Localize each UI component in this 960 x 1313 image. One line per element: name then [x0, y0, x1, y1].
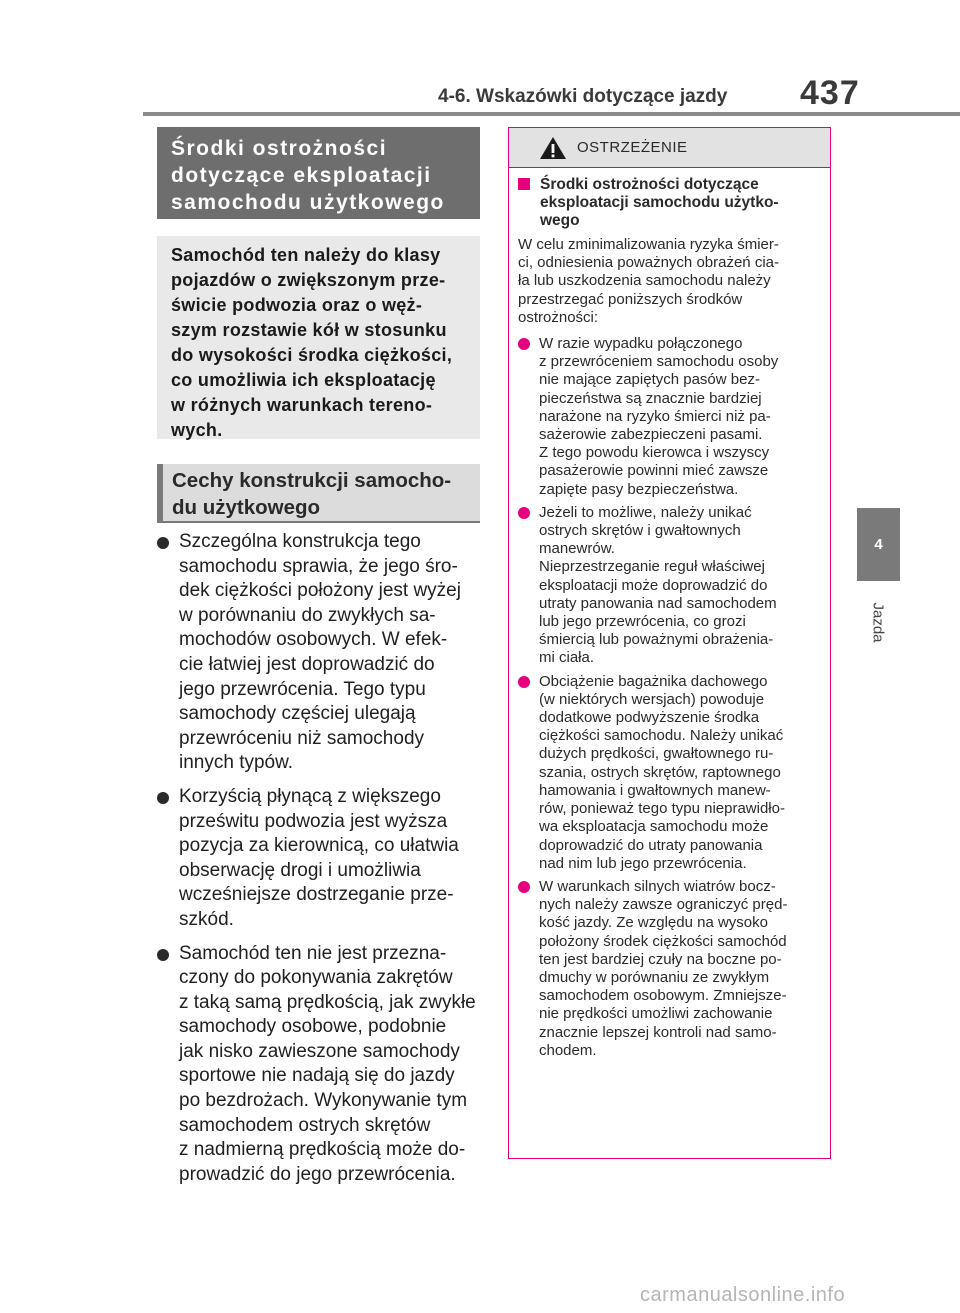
intro-line: pojazdów o zwiększonym prze-: [171, 270, 446, 290]
intro-line: szym rozstawie kół w stosunku: [171, 320, 447, 340]
title-line: samochodu użytkowego: [171, 191, 445, 214]
subsection-underline: [157, 521, 480, 523]
bullet-dot-icon: [157, 949, 169, 961]
page-number: 437: [800, 74, 860, 112]
pink-dot-icon: [518, 507, 530, 519]
chapter-tab: 4: [857, 508, 900, 581]
intro-line: Samochód ten należy do klasy: [171, 245, 441, 265]
list-item: Szczególna konstrukcja tego samochodu sprawia, że jego śro- dek ciężkości położony jest wyżej w porównaniu do zwykłych sa- mochodów osobowych. W efek- cie łatwiej jest doprowadzić do jego przewrócenia. Tego typu samochody częściej ulegają przewróceniu niż samochody innych typów.: [157, 530, 480, 776]
intro-line: świcie podwozia oraz o węż-: [171, 295, 423, 315]
header-divider: [143, 112, 960, 116]
list-item: W razie wypadku połączonego z przewróceniem samochodu osoby nie mające zapiętych pasów bez- pieczeństwa są znacznie bardziej narażone na ryzyko śmierci niż pa- sażerowie zabezpieczeni pasami. Z tego powodu kierowca i wszyscy pasażerowie powinni mieć zawsze zapięte pasy bezpieczeństwa.: [518, 335, 821, 499]
warning-intro: W celu zminimalizowania ryzyka śmier- ci, odniesienia poważnych obrażeń cia- ła lub uszkodzenia samochodu należy przestrzegać poniższych środków ostrożności:: [518, 236, 779, 326]
bullet-dot-icon: [157, 792, 169, 804]
intro-box: [157, 236, 480, 439]
warning-header: [509, 128, 830, 168]
square-bullet-icon: [518, 178, 530, 190]
bullet-dot-icon: [157, 537, 169, 549]
pink-dot-icon: [518, 338, 530, 350]
warning-box: [508, 127, 831, 1159]
pink-dot-icon: [518, 881, 530, 893]
section-title-box: [157, 127, 480, 219]
chapter-tab-label: Jazda: [870, 601, 887, 643]
subsection-line: Cechy konstrukcji samocho-: [172, 469, 452, 492]
list-item: Jeżeli to możliwe, należy unikać ostrych skrętów i gwałtownych manewrów. Nieprzestrzeganie reguł właściwej eksploatacji może doprowadzić do utraty panowania nad samochodem lub jego przewrócenia, co grozi śmiercią lub poważnymi obrażenia- mi ciała.: [518, 504, 821, 668]
intro-line: co umożliwia ich eksploatację: [171, 370, 436, 390]
intro-line: wych.: [171, 420, 223, 440]
intro-line: do wysokości środka ciężkości,: [171, 345, 453, 365]
chapter-title: 4-6. Wskazówki dotyczące jazdy: [438, 86, 728, 107]
warning-body: [509, 168, 830, 1060]
warning-title: OSTRZEŻENIE: [577, 139, 688, 156]
subsection-line: du użytkowego: [172, 496, 321, 519]
warning-subheading: Środki ostrożności dotyczące eksploatacji samochodu użytko- wego: [518, 176, 821, 230]
warning-list: [518, 335, 821, 1060]
list-item: Obciążenie bagażnika dachowego (w niektórych wersjach) powoduje dodatkowe podwyższenie środka ciężkości samochodu. Należy unikać dużych prędkości, gwałtownego ru- szania, ostrych skrętów, raptownego hamowania i gwałtownych manew- rów, ponieważ tego typu nieprawidło- wa eksploatacja samochodu może doprowadzić do utraty panowania nad nim lub jego przewrócenia.: [518, 673, 821, 873]
warning-triangle-icon: [539, 136, 567, 160]
title-line: Środki ostrożności: [171, 137, 388, 160]
list-item: W warunkach silnych wiatrów bocz- nych należy zawsze ograniczyć pręd- kość jazdy. Ze względu na wysoko położony środek ciężkości samochód ten jest bardziej czuły na boczne po- dmuchy w porównaniu ze zwykłym samochodem osobowym. Zmniejsze- nie prędkości umożliwi zachowanie znacznie lepszej kontroli nad samo- chodem.: [518, 878, 821, 1060]
list-item: Korzyścią płynącą z większego prześwitu podwozia jest wyższa pozycja za kierownicą, co ułatwia obserwację drogi i umożliwia wcześniejsze dostrzeganie prze- szkód.: [157, 785, 480, 933]
subsection-heading: [157, 464, 480, 522]
watermark-link[interactable]: carmanualsonline.info: [640, 1284, 846, 1306]
pink-dot-icon: [518, 676, 530, 688]
intro-line: w różnych warunkach tereno-: [171, 395, 433, 415]
list-item: Samochód ten nie jest przezna- czony do pokonywania zakrętów z taką samą prędkością, jak zwykłe samochody osobowe, podobnie jak nisko zawieszone samochody sportowe nie nadają się do jazdy po bezdrożach. Wykonywanie tym samochodem ostrych skrętów z nadmierną prędkością może do- prowadzić do jego przewrócenia.: [157, 942, 480, 1188]
title-line: dotyczące eksploatacji: [171, 164, 432, 187]
feature-list: [157, 530, 480, 1196]
